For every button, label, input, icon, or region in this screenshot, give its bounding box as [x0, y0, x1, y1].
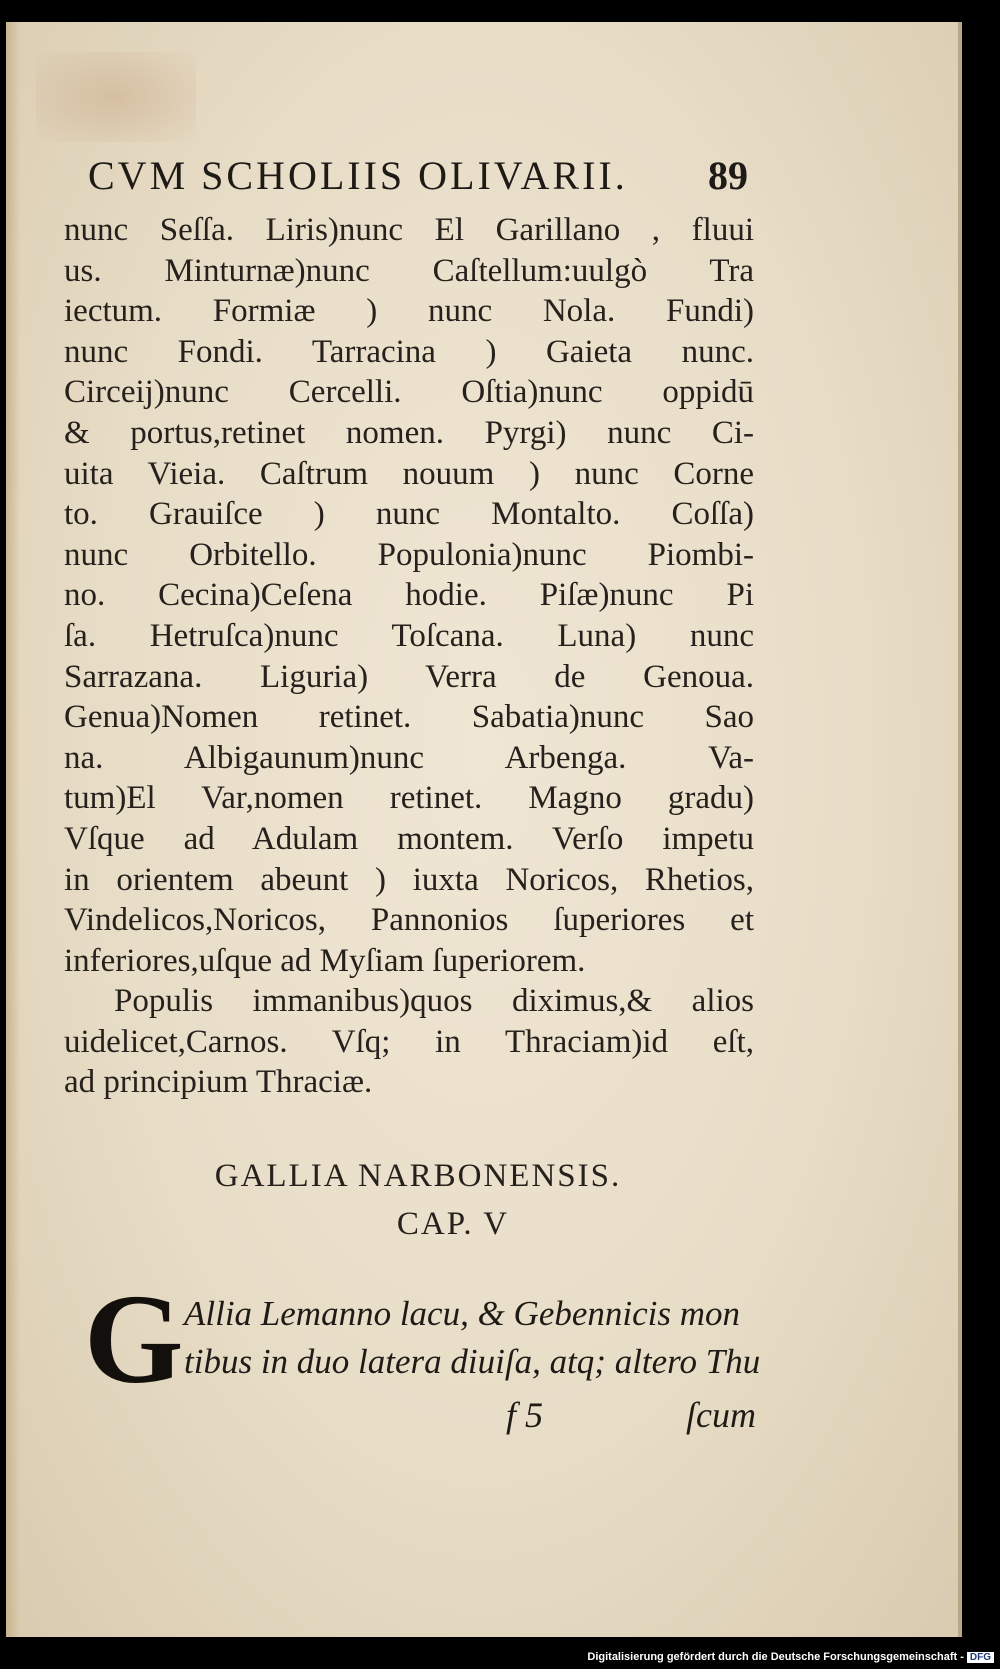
paper-stain	[36, 52, 196, 142]
credit-text: Digitalisierung gefördert durch die Deutsche Forschungsgemeinschaft -	[587, 1651, 964, 1663]
text-line: inferiores,uſque ad Myſiam ſuperiorem.	[64, 942, 586, 979]
text-line: uita Vieia. Caſtrum nouum ) nunc Corne	[64, 455, 754, 492]
text-line: tum)El Var,nomen retinet. Magno gradu)	[64, 780, 754, 817]
page-gutter	[6, 22, 20, 1637]
text-line: nunc Fondi. Tarracina ) Gaieta nunc.	[64, 333, 754, 370]
text-line: Vindelicos,Noricos, Pannonios ſuperiores et	[64, 902, 754, 939]
running-header	[88, 152, 748, 199]
text-line: Genua)Nomen retinet. Sabatia)nunc Sao	[64, 699, 754, 736]
text-line: iectum. Formiæ ) nunc Nola. Fundi)	[64, 293, 754, 330]
signature-mark: f 5	[506, 1395, 544, 1435]
text-line: ſa. Hetruſca)nunc Toſcana. Luna) nunc	[64, 617, 754, 654]
text-line: Vſque ad Adulam montem. Verſo impetu	[64, 820, 754, 857]
text-line: na. Albigaunum)nunc Arbenga. Va-	[64, 739, 754, 776]
commentary-text	[64, 210, 754, 1103]
section-title: GALLIA NARBONENSIS.	[214, 1158, 622, 1194]
text-line: tibus in duo latera diuiſa, atq; altero Thu	[184, 1342, 761, 1381]
drop-cap-initial: G	[84, 1268, 184, 1410]
text-line: & portus,retinet nomen. Pyrgi) nunc Ci-	[64, 414, 754, 451]
text-line: nunc Orbitello. Populonia)nunc Piombi-	[64, 536, 754, 573]
text-line: uidelicet,Carnos. Vſq; in Thraciam)id eſt,	[64, 1023, 754, 1060]
text-line: us. Minturnæ)nunc Caſtellum:uulgò Tra	[64, 252, 754, 289]
digitization-credit	[587, 1651, 994, 1663]
text-line: to. Grauiſce ) nunc Montalto. Coſſa)	[64, 496, 754, 533]
text-line: Populis immanibus)quos diximus,& alios	[114, 983, 754, 1020]
section-heading	[88, 1152, 748, 1248]
catchword: ſcum	[686, 1395, 756, 1435]
text-line: Sarrazana. Liguria) Verra de Genoua.	[64, 658, 754, 695]
dfg-logo: DFG	[967, 1652, 994, 1663]
text-line: Circeij)nunc Cercelli. Oſtia)nunc oppidū	[64, 374, 754, 411]
chapter-label: CAP. V	[396, 1206, 510, 1242]
book-page	[6, 22, 962, 1637]
page-number: 89	[708, 153, 748, 198]
text-line: nunc Seſſa. Liris)nunc El Garillano , fluui	[64, 212, 754, 248]
text-line: no. Cecina)Ceſena hodie. Piſæ)nunc Pi	[64, 577, 754, 614]
text-line: in orientem abeunt ) iuxta Noricos, Rhetios,	[64, 861, 754, 898]
text-line: Allia Lemanno lacu, & Gebennicis mon	[184, 1294, 741, 1333]
chapter-text	[184, 1290, 761, 1386]
running-title: CVM SCHOLIIS OLIVARII.	[88, 153, 628, 198]
text-line: ad principium Thraciæ.	[64, 1064, 373, 1101]
